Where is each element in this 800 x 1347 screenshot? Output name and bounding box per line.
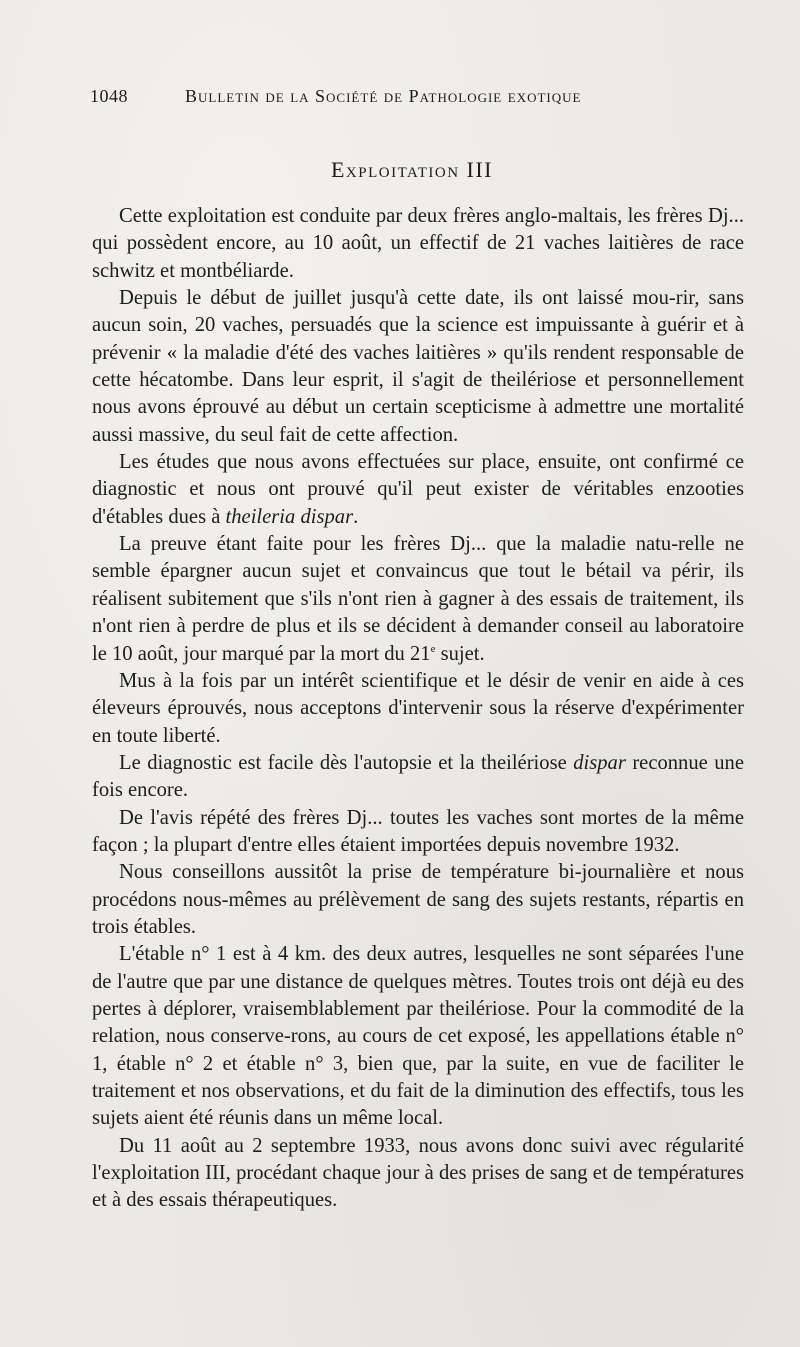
species-name: dispar: [573, 751, 626, 774]
paragraph: Mus à la fois par un intérêt scientifique et le désir de venir en aide à ces éleveurs éprouvés, nous acceptons d'intervenir sous la réserve d'expérimenter en toute liberté.: [92, 669, 744, 747]
paragraph: Du 11 août au 2 septembre 1933, nous avons donc suivi avec régularité l'exploitation III, procédant chaque jour à des prises de sang et de températures et à des essais thérapeutiques.: [92, 1134, 744, 1212]
running-header: [90, 86, 650, 110]
paragraph: Depuis le début de juillet jusqu'à cette date, ils ont laissé mou-rir, sans aucun soin, 20 vaches, persuadés que la science est impuissante à guérir et à prévenir « la maladie d'été des vaches laitières » qu'ils rendent responsable de cette hécatombe. Dans leur esprit, il s'agit de theilériose et personnellement nous avons éprouvé au début un certain scepticisme à admettre une mortalité aussi massive, du seul fait de cette affection.: [92, 287, 744, 446]
article-body: [92, 203, 744, 1215]
paragraph-text: Les études que nous avons effectuées sur place, ensuite, ont confirmé ce diagnostic et nous ont prouvé qu'il peut exister de véritables enzooties d'étables dues à: [92, 451, 744, 528]
paragraph-text: reconnue une fois encore.: [92, 751, 744, 802]
paragraph-text: Le diagnostic est facile dès l'autopsie et la theilériose: [119, 751, 574, 774]
paragraph: Nous conseillons aussitôt la prise de température bi-journalière et nous procédons nous-mêmes au prélèvement de sang des sujets restants, répartis en trois étables.: [92, 861, 744, 938]
paragraph: [92, 750, 744, 805]
ordinal-suffix: e: [430, 642, 436, 655]
journal-title: Bulletin de la Société de Pathologie exotique: [185, 86, 582, 106]
section-title: Exploitation III: [330, 157, 494, 182]
paragraph: L'étable n° 1 est à 4 km. des deux autres, lesquelles ne sont séparées l'une de l'autre que par une distance de quelques mètres. Toutes trois ont déjà eu des pertes à déplorer, vraisemblablement par theilériose. Pour la commodité de la relation, nous conserve-rons, au cours de cet exposé, les appellations étable n° 1, étable n° 2 et étable n° 3, bien que, par la suite, en vue de faciliter le traitement et nos observations, et du fait de la diminution des effectifs, tous les sujets aient été réunis dans un même local.: [92, 943, 744, 1130]
paragraph: [92, 449, 744, 531]
paragraph: Cette exploitation est conduite par deux frères anglo-maltais, les frères Dj... qui possèdent encore, au 10 août, un effectif de 21 vaches laitières de race schwitz et montbéliarde.: [92, 205, 744, 282]
paragraph-text: La preuve étant faite pour les frères Dj... que la maladie natu-relle ne semble épargner aucun sujet et convaincus que tout le bétail va périr, ils réalisent subitement que s'ils n'ont rien à gagner à des essais de traitement, ils n'ont rien à perdre de plus et ils se décident à demander conseil au laboratoire le 10 août, jour marqué par la mort du 21: [92, 533, 744, 665]
page-number: 1048: [90, 86, 128, 106]
paragraph: De l'avis répété des frères Dj... toutes les vaches sont mortes de la même façon ; la plupart d'entre elles étaient importées depuis novembre 1932.: [92, 806, 744, 856]
paragraph-text: sujet.: [435, 642, 485, 665]
species-name: theileria dispar: [225, 505, 354, 528]
paragraph-text: .: [353, 505, 359, 528]
paragraph: [92, 531, 744, 668]
